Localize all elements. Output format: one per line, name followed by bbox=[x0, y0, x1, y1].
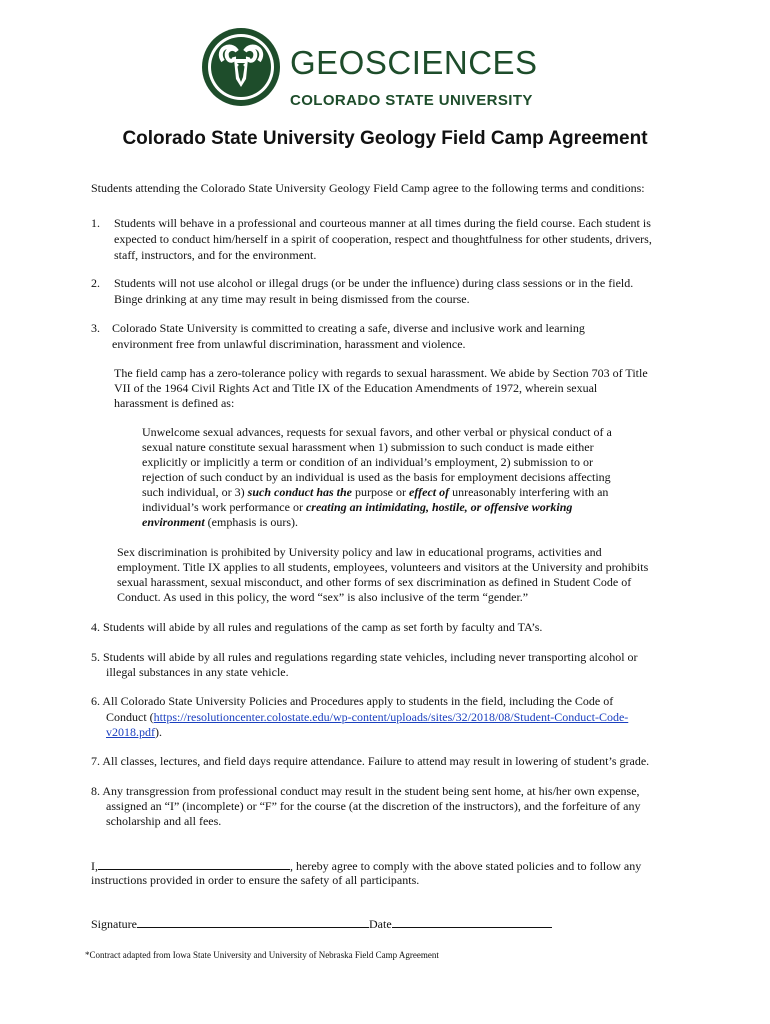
signature-field[interactable] bbox=[137, 916, 369, 928]
policy-line-1: The field camp has a zero-tolerance policy with regards to sexual harassment. We abide by Section 703 of Title bbox=[114, 366, 648, 380]
item-1-line-3: staff, instructors, and for the environment. bbox=[114, 248, 317, 262]
quote-text: unreasonably interfering with an bbox=[449, 485, 609, 499]
quote-emphasis: such conduct has the bbox=[247, 485, 353, 499]
quote-line-5 bbox=[142, 485, 608, 501]
item-8-line-2: assigned an “I” (incomplete) or “F” for the course (at the discretion of the instructors), and the forfeiture of any bbox=[106, 799, 641, 813]
item-1-line-1: Students will behave in a professional and courteous manner at all times during the field course. Each student is bbox=[114, 216, 651, 230]
signature-row bbox=[91, 916, 552, 933]
item-6-line-3 bbox=[106, 725, 162, 741]
date-label: Date bbox=[369, 917, 392, 931]
quote-emphasis: creating an intimidating, hostile, or offensive working bbox=[305, 500, 573, 514]
name-field[interactable] bbox=[98, 858, 290, 870]
quote-line-2: sexual nature constitute sexual harassment when 1) submission to such conduct is made either bbox=[142, 440, 594, 454]
conduct-code-link[interactable]: https://resolutioncenter.colostate.edu/wp-content/uploads/sites/32/2018/08/Student-Conduct-Code- bbox=[153, 710, 629, 724]
quote-line-1: Unwelcome sexual advances, requests for sexual favors, and other verbal or physical conduct of a bbox=[142, 425, 612, 439]
quote-text: (emphasis is ours). bbox=[204, 515, 298, 529]
quote-text: purpose or bbox=[352, 485, 410, 499]
geosciences-wordmark: GEOSCIENCES bbox=[290, 44, 538, 81]
item-6-line-2 bbox=[106, 710, 628, 726]
item-8-line-1: 8. Any transgression from professional conduct may result in the student being sent home, at his/her own expense, bbox=[91, 784, 640, 798]
sexdisc-line-3: sexual harassment, sexual misconduct, and other forms of sex discrimination as defined in Student Code of bbox=[117, 575, 632, 589]
item-6-text: Conduct ( bbox=[106, 710, 154, 724]
quote-line-6 bbox=[142, 500, 572, 516]
page-title: Colorado State University Geology Field Camp Agreement bbox=[122, 128, 648, 149]
item-2-line-1: Students will not use alcohol or illegal drugs (or be under the influence) during class sessions or in the field. bbox=[114, 276, 634, 290]
signature-label: Signature bbox=[91, 917, 137, 931]
sexdisc-line-2: employment. Title IX applies to all students, employees, volunteers and visitors at the University and prohibits bbox=[117, 560, 649, 574]
item-1-line-2: expected to conduct him/herself in a spirit of cooperation, respect and thoughtfulness for other students, drivers, bbox=[114, 232, 652, 246]
policy-line-2: VII of the 1964 Civil Rights Act and Title IX of the Education Amendments of 1972, wherein sexual bbox=[114, 381, 598, 395]
item-7: 7. All classes, lectures, and field days require attendance. Failure to attend may result in lowering of student’s grade. bbox=[91, 754, 650, 768]
quote-emphasis: effect of bbox=[409, 485, 450, 499]
item-3-number: 3. bbox=[91, 321, 100, 335]
agreement-prefix: I, bbox=[91, 859, 98, 873]
item-3-line-1: Colorado State University is committed to creating a safe, diverse and inclusive work and learning bbox=[112, 321, 585, 335]
quote-line-3: explicitly or implicitly a term or condition of an individual’s employment, 2) submission to or bbox=[142, 455, 593, 469]
quote-text: such individual, or 3) bbox=[142, 485, 248, 499]
intro-text: Students attending the Colorado State University Geology Field Camp agree to the following terms and conditions: bbox=[91, 181, 645, 195]
policy-line-3: harassment is defined as: bbox=[114, 396, 235, 410]
conduct-code-link-continued[interactable]: v2018.pdf bbox=[106, 725, 155, 739]
item-3-line-2: environment free from unlawful discrimination, harassment and violence. bbox=[112, 337, 466, 351]
date-field[interactable] bbox=[392, 916, 552, 928]
item-8-line-3: scholarship and all fees. bbox=[106, 814, 222, 828]
quote-line-7 bbox=[142, 515, 298, 531]
csu-ram-logo-icon bbox=[201, 27, 281, 107]
sexdisc-line-1: Sex discrimination is prohibited by University policy and law in educational programs, activities and bbox=[117, 545, 602, 559]
item-6-text: ). bbox=[155, 725, 162, 739]
item-2-line-2: Binge drinking at any time may result in being dismissed from the course. bbox=[114, 292, 470, 306]
quote-emphasis: environment bbox=[142, 515, 205, 529]
item-2-number: 2. bbox=[91, 276, 100, 290]
sexdisc-line-4: Conduct. As used in this policy, the word “sex” is also inclusive of the term “gender.” bbox=[117, 590, 529, 604]
university-wordmark: COLORADO STATE UNIVERSITY bbox=[290, 92, 533, 109]
item-5-line-2: illegal substances in any state vehicle. bbox=[106, 665, 289, 679]
agreement-line-2: instructions provided in order to ensure the safety of all participants. bbox=[91, 873, 420, 887]
item-5-line-1: 5. Students will abide by all rules and regulations regarding state vehicles, including never transporting alcohol or bbox=[91, 650, 638, 664]
quote-text: individual’s work performance or bbox=[142, 500, 306, 514]
footnote: *Contract adapted from Iowa State University and University of Nebraska Field Camp Agreement bbox=[85, 950, 439, 960]
agreement-suffix: , hereby agree to comply with the above stated policies and to follow any bbox=[290, 859, 642, 873]
item-6-line-1: 6. All Colorado State University Policies and Procedures apply to students in the field, including the Code of bbox=[91, 694, 614, 708]
quote-line-4: rejection of such conduct by an individual is used as the basis for employment decisions affecting bbox=[142, 470, 611, 484]
item-1-number: 1. bbox=[91, 216, 100, 230]
item-4: 4. Students will abide by all rules and regulations of the camp as set forth by faculty and TA’s. bbox=[91, 620, 543, 634]
